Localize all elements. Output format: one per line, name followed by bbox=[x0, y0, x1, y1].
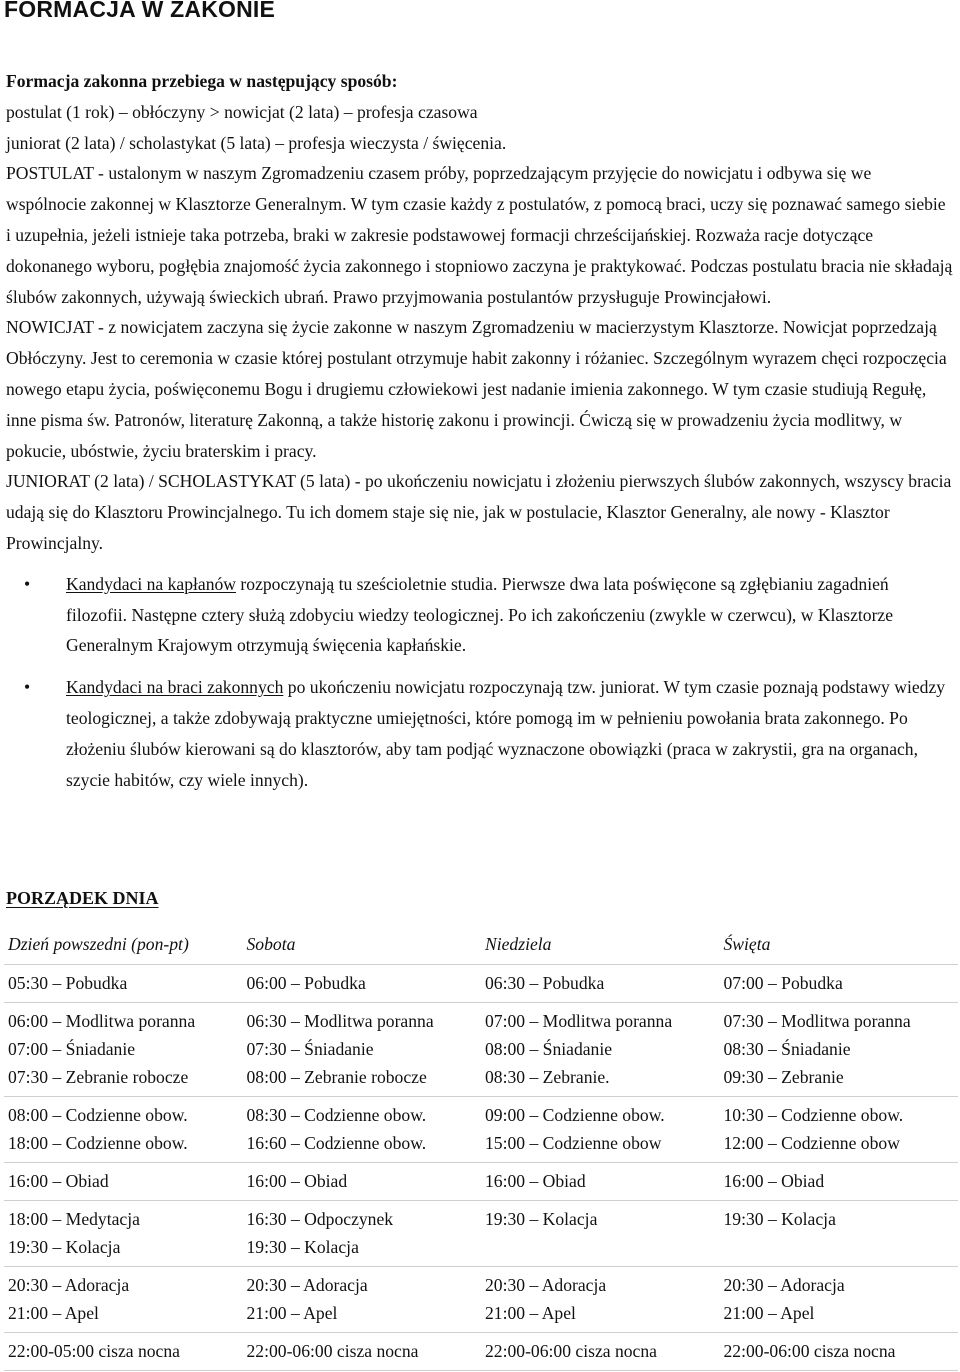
table-cell bbox=[243, 1333, 482, 1371]
schedule-entry: 07:30 – Modlitwa poranna bbox=[723, 1011, 911, 1031]
schedule-entry: 22:00-05:00 cisza nocna bbox=[8, 1341, 180, 1361]
table-cell bbox=[720, 1267, 959, 1333]
schedule-entry: 15:00 – Codzienne obow bbox=[485, 1133, 662, 1153]
schedule-entry: 10:30 – Codzienne obow. bbox=[723, 1105, 904, 1125]
schedule-entry: 06:30 – Modlitwa poranna bbox=[246, 1011, 434, 1031]
schedule-entry: 16:00 – Obiad bbox=[8, 1171, 109, 1191]
table-cell bbox=[4, 1267, 243, 1333]
schedule-entry: 08:30 – Codzienne obow. bbox=[246, 1105, 427, 1125]
table-cell bbox=[481, 1267, 720, 1333]
table-cell bbox=[481, 1097, 720, 1163]
schedule-entry: 18:00 – Medytacja bbox=[8, 1209, 140, 1229]
table-cell bbox=[4, 1003, 243, 1097]
table-cell bbox=[720, 1163, 959, 1201]
schedule-entry: 16:00 – Obiad bbox=[723, 1171, 825, 1191]
schedule-entry: 08:00 – Zebranie robocze bbox=[246, 1067, 427, 1087]
schedule-entry: 22:00-06:00 cisza nocna bbox=[246, 1341, 419, 1361]
list-item-text: po ukończeniu nowicjatu rozpoczynają tzw. juniorat. W tym czasie poznają podstawy wiedzy teologicznej, a także zdobywają praktyczne umiejętności, które pomogą im w pełnieniu powołania brata zakonnego. Po złożeniu ślubów kierowani są do klasztorów, aby tam podjąć wyznaczone obowiązki (praca w zakrystii, gra na organach, szycie habitów, czy wiele innych). bbox=[66, 677, 946, 790]
schedule-entry: 09:30 – Zebranie bbox=[723, 1067, 844, 1087]
table-row bbox=[4, 1097, 958, 1163]
schedule-entry: 20:30 – Adoracja bbox=[8, 1275, 130, 1295]
table-cell bbox=[243, 965, 482, 1003]
page-title: FORMACJA W ZAKONIE bbox=[4, 0, 276, 22]
table-cell bbox=[243, 1163, 482, 1201]
table-row bbox=[4, 1267, 958, 1333]
schedule-entry: 06:00 – Modlitwa poranna bbox=[8, 1011, 196, 1031]
table-cell bbox=[4, 965, 243, 1003]
table-cell bbox=[481, 965, 720, 1003]
schedule-entry: 07:30 – Śniadanie bbox=[246, 1039, 374, 1059]
schedule-entry: 21:00 – Apel bbox=[723, 1303, 815, 1323]
table-cell bbox=[481, 1333, 720, 1371]
table-cell bbox=[243, 1267, 482, 1333]
schedule-entry: 22:00-06:00 cisza nocna bbox=[485, 1341, 657, 1361]
column-header-weekday: Dzień powszedni (pon-pt) bbox=[4, 927, 243, 965]
column-header-saturday: Sobota bbox=[243, 927, 482, 965]
table-cell bbox=[720, 1097, 959, 1163]
juniorat-paragraph: JUNIORAT (2 lata) / SCHOLASTYKAT (5 lata) - po ukończeniu nowicjatu i złożeniu pierwszych ślubów zakonnych, wszyscy bracia udają się do Klasztoru Prowincjalnego. Tu ich domem staje się nie, jak w postulacie, Klasztor Generalny, ale nowy - Klasztor Prowincjalny. bbox=[6, 471, 952, 553]
schedule-entry: 21:00 – Apel bbox=[485, 1303, 576, 1323]
schedule-entry: 06:00 – Pobudka bbox=[246, 973, 366, 993]
table-cell bbox=[243, 1201, 482, 1267]
schedule-entry: 20:30 – Adoracja bbox=[723, 1275, 845, 1295]
schedule-entry: 08:30 – Zebranie. bbox=[485, 1067, 610, 1087]
schedule-entry: 20:30 – Adoracja bbox=[485, 1275, 607, 1295]
table-cell bbox=[720, 1003, 959, 1097]
table-cell bbox=[243, 1097, 482, 1163]
schedule-entry: 08:00 – Codzienne obow. bbox=[8, 1105, 188, 1125]
table-cell bbox=[243, 1003, 482, 1097]
list-item-brothers bbox=[6, 672, 954, 795]
schedule-entry: 09:00 – Codzienne obow. bbox=[485, 1105, 665, 1125]
schedule-table bbox=[4, 927, 958, 1371]
list-item-text: rozpoczynają tu sześcioletnie studia. Pierwsze dwa lata poświęcone są zgłębianiu zagadnień filozofii. Następne cztery służą zdobyciu wiedzy teologicznej. Po ich zakończeniu (zwykle w czerwcu), w Klasztorze Generalnym Krajowym otrzymują święcenia kapłańskie. bbox=[66, 573, 894, 656]
schedule-entry: 12:00 – Codzienne obow bbox=[723, 1133, 900, 1153]
schedule-entry: 19:30 – Kolacja bbox=[8, 1237, 121, 1257]
schedule-entry: 16:00 – Obiad bbox=[485, 1171, 586, 1191]
nowicjat-paragraph: NOWICJAT - z nowicjatem zaczyna się życie zakonne w naszym Zgromadzeniu w macierzystym Klasztorze. Nowicjat poprzedzają Obłóczyny. Jest to ceremonia w czasie której postulant otrzymuje habit zakonny i różaniec. Szczególnym wyrazem chęci rozpoczęcia nowego etapu życia, poświęconemu Bogu i drugiemu człowiekowi jest nadanie imienia zakonnego. W tym czasie studiują Regułę, inne pisma św. Patronów, literaturę Zakonną, a także historię zakonu i prowincji. Ćwiczą się w prowadzeniu życia modlitwy, w pokucie, ubóstwie, życiu braterskim i pracy. bbox=[6, 317, 947, 461]
column-header-sunday: Niedziela bbox=[481, 927, 720, 965]
table-cell bbox=[720, 965, 959, 1003]
column-header-holidays: Święta bbox=[720, 927, 959, 965]
table-row bbox=[4, 1333, 958, 1371]
schedule-entry: 20:30 – Adoracja bbox=[246, 1275, 368, 1295]
table-cell bbox=[481, 1163, 720, 1201]
schedule-entry: 22:00-06:00 cisza nocna bbox=[723, 1341, 896, 1361]
link-candidates-brothers[interactable]: Kandydaci na braci zakonnych bbox=[66, 677, 284, 698]
schedule-entry: 19:30 – Kolacja bbox=[485, 1209, 598, 1229]
intro-lead: Formacja zakonna przebiega w następujący sposób: bbox=[6, 71, 398, 91]
table-cell bbox=[720, 1333, 959, 1371]
table-cell bbox=[481, 1003, 720, 1097]
schedule-entry: 08:00 – Śniadanie bbox=[485, 1039, 613, 1059]
document-body bbox=[6, 66, 954, 806]
schedule-entry: 05:30 – Pobudka bbox=[8, 973, 128, 993]
table-cell bbox=[4, 1163, 243, 1201]
candidate-list bbox=[6, 569, 954, 796]
bullet-icon: • bbox=[24, 573, 31, 594]
schedule-entry: 21:00 – Apel bbox=[246, 1303, 338, 1323]
schedule-entry: 18:00 – Codzienne obow. bbox=[8, 1133, 188, 1153]
schedule-entry: 07:30 – Zebranie robocze bbox=[8, 1067, 189, 1087]
link-candidates-priests[interactable]: Kandydaci na kapłanów bbox=[66, 573, 237, 594]
table-row bbox=[4, 1201, 958, 1267]
table-row bbox=[4, 965, 958, 1003]
schedule-entry: 06:30 – Pobudka bbox=[485, 973, 605, 993]
table-cell bbox=[481, 1201, 720, 1267]
schedule-entry: 19:30 – Kolacja bbox=[246, 1237, 359, 1257]
schedule-entry: 08:30 – Śniadanie bbox=[723, 1039, 851, 1059]
schedule-entry: 21:00 – Apel bbox=[8, 1303, 99, 1323]
postulat-paragraph: POSTULAT - ustalonym w naszym Zgromadzeniu czasem próby, poprzedzającym przyjęcie do nowicjatu i odbywa się we wspólnocie zakonnej w Klasztorze Generalnym. W tym czasie każdy z postulatów, z pomocą braci, uczy się poznawać samego siebie i uzupełnia, jeżeli istnieje taka potrzeba, braki w zakresie podstawowej formacji chrześcijańskiej. Rozważa racje dotyczące dokonanego wyboru, pogłębia znajomość życia zakonnego i stopniowo zaczyna je praktykować. Podczas postulatu bracia nie składają ślubów zakonnych, używają świeckich ubrań. Prawo przyjmowania postulantów przysługuje Prowincjałowi. bbox=[6, 163, 953, 307]
list-item-priests bbox=[6, 569, 954, 661]
intro-line-1: postulat (1 rok) – obłóczyny > nowicjat (2 lata) – profesja czasowa bbox=[6, 101, 478, 122]
schedule-entry: 16:00 – Obiad bbox=[246, 1171, 348, 1191]
table-cell bbox=[4, 1333, 243, 1371]
table-cell bbox=[4, 1201, 243, 1267]
schedule-body bbox=[4, 965, 958, 1371]
schedule-heading: PORZĄDEK DNIA bbox=[6, 888, 159, 908]
schedule-entry: 19:30 – Kolacja bbox=[723, 1209, 836, 1229]
schedule-entry: 07:00 – Śniadanie bbox=[8, 1039, 136, 1059]
schedule-entry: 07:00 – Pobudka bbox=[723, 973, 843, 993]
table-cell bbox=[4, 1097, 243, 1163]
schedule-header-row bbox=[4, 927, 958, 965]
table-row bbox=[4, 1163, 958, 1201]
table-row bbox=[4, 1003, 958, 1097]
schedule-entry: 07:00 – Modlitwa poranna bbox=[485, 1011, 673, 1031]
bullet-icon: • bbox=[24, 677, 31, 698]
schedule-entry: 16:30 – Odpoczynek bbox=[246, 1209, 394, 1229]
table-cell bbox=[720, 1201, 959, 1267]
intro-line-2: juniorat (2 lata) / scholastykat (5 lata) – profesja wieczysta / święcenia. bbox=[6, 132, 507, 153]
schedule-entry: 16:60 – Codzienne obow. bbox=[246, 1133, 427, 1153]
